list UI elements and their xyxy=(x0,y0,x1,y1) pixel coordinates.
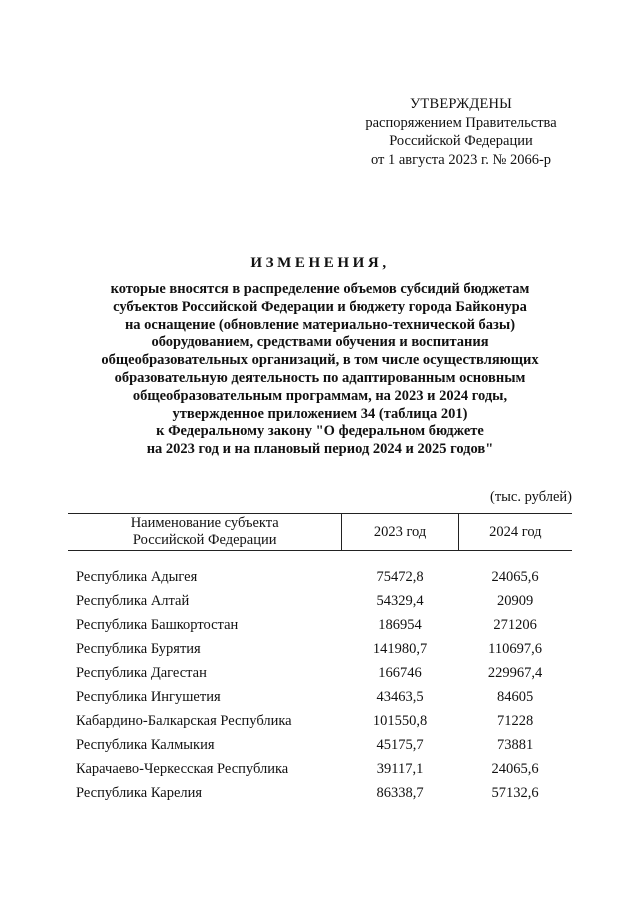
subsidy-table xyxy=(68,513,572,805)
value-2024-cell: 24065,6 xyxy=(491,761,539,777)
subtitle-line: общеобразовательным программам, на 2023 и 2024 годы, xyxy=(132,387,508,404)
value-2024-cell: 73881 xyxy=(496,737,534,753)
table-row xyxy=(68,781,572,805)
subsidy-table-wrapper xyxy=(68,513,572,805)
header-region-name-line1: Наименование субъекта xyxy=(130,515,279,531)
value-2024-cell: 24065,6 xyxy=(491,569,539,585)
table-row xyxy=(68,757,572,781)
region-name-cell: Республика Алтай xyxy=(76,593,190,609)
subtitle-line: на оснащение (обновление материально-технической базы) xyxy=(124,316,516,333)
table-spacer-row xyxy=(68,551,572,566)
subtitle-line: к Федеральному закону "О федеральном бюджете xyxy=(156,423,484,440)
subtitle-line: которые вносятся в распределение объемов субсидий бюджетам xyxy=(110,281,530,297)
value-2024-cell: 71228 xyxy=(496,713,534,729)
value-2024-cell: 20909 xyxy=(496,593,534,609)
table-header-row xyxy=(68,514,572,551)
table-row xyxy=(68,565,572,589)
table-row xyxy=(68,613,572,637)
value-2023-cell: 45175,7 xyxy=(376,737,424,753)
document-title-block xyxy=(60,255,580,459)
region-name-cell: Республика Башкортостан xyxy=(76,617,239,633)
unit-note: (тыс. рублей) xyxy=(490,489,572,505)
approval-authority: распоряжением Правительства xyxy=(365,114,557,131)
subtitle-line: субъектов Российской Федерации и бюджету города Байконура xyxy=(113,298,527,315)
table-row xyxy=(68,685,572,709)
table-row xyxy=(68,661,572,685)
value-2023-cell: 141980,7 xyxy=(372,641,428,657)
header-year-2024: 2024 год xyxy=(458,514,572,551)
value-2023-cell: 39117,1 xyxy=(376,761,424,777)
value-2023-cell: 166746 xyxy=(378,665,422,681)
table-row xyxy=(68,589,572,613)
subtitle-line: образовательную деятельность по адаптированным основным xyxy=(114,369,526,386)
value-2023-cell: 186954 xyxy=(378,617,422,633)
value-2024-cell: 57132,6 xyxy=(491,785,539,801)
header-year-2023: 2023 год xyxy=(342,514,458,551)
table-row xyxy=(68,637,572,661)
table-row xyxy=(68,733,572,757)
header-region-name xyxy=(68,514,342,551)
subtitle-line: на 2023 год и на плановый период 2024 и 2025 годов" xyxy=(146,441,494,458)
value-2023-cell: 86338,7 xyxy=(376,785,424,801)
region-name-cell: Республика Ингушетия xyxy=(76,689,221,705)
subtitle-line: оборудованием, средствами обучения и воспитания xyxy=(151,334,489,351)
value-2023-cell: 75472,8 xyxy=(376,569,424,585)
region-name-cell: Республика Дагестан xyxy=(76,665,207,681)
approval-date-number: от 1 августа 2023 г. № 2066-р xyxy=(370,151,552,168)
header-region-name-line2: Российской Федерации xyxy=(132,532,277,548)
region-name-cell: Карачаево-Черкесская Республика xyxy=(76,761,289,777)
region-name-cell: Республика Калмыкия xyxy=(76,737,215,753)
table-header xyxy=(68,514,572,551)
value-2023-cell: 54329,4 xyxy=(376,593,424,609)
value-2024-cell: 271206 xyxy=(493,617,537,633)
region-name-cell: Республика Бурятия xyxy=(76,641,201,657)
subtitle-line: утвержденное приложением 34 (таблица 201) xyxy=(172,405,468,422)
table-row xyxy=(68,709,572,733)
value-2023-cell: 43463,5 xyxy=(376,689,424,705)
region-name-cell: Республика Карелия xyxy=(76,785,203,801)
subtitle-line: общеобразовательных организаций, в том числе осуществляющих xyxy=(101,352,539,369)
approval-stamp xyxy=(330,95,592,169)
approval-country: Российской Федерации xyxy=(389,133,533,149)
approved-heading: УТВЕРЖДЕНЫ xyxy=(409,96,513,112)
table-body xyxy=(68,551,572,806)
value-2024-cell: 84605 xyxy=(496,689,534,705)
document-title: ИЗМЕНЕНИЯ, xyxy=(250,255,390,271)
region-name-cell: Кабардино-Балкарская Республика xyxy=(76,713,292,729)
value-2024-cell: 229967,4 xyxy=(487,665,543,681)
region-name-cell: Республика Адыгея xyxy=(76,569,198,585)
value-2023-cell: 101550,8 xyxy=(372,713,428,729)
value-2024-cell: 110697,6 xyxy=(488,641,542,657)
